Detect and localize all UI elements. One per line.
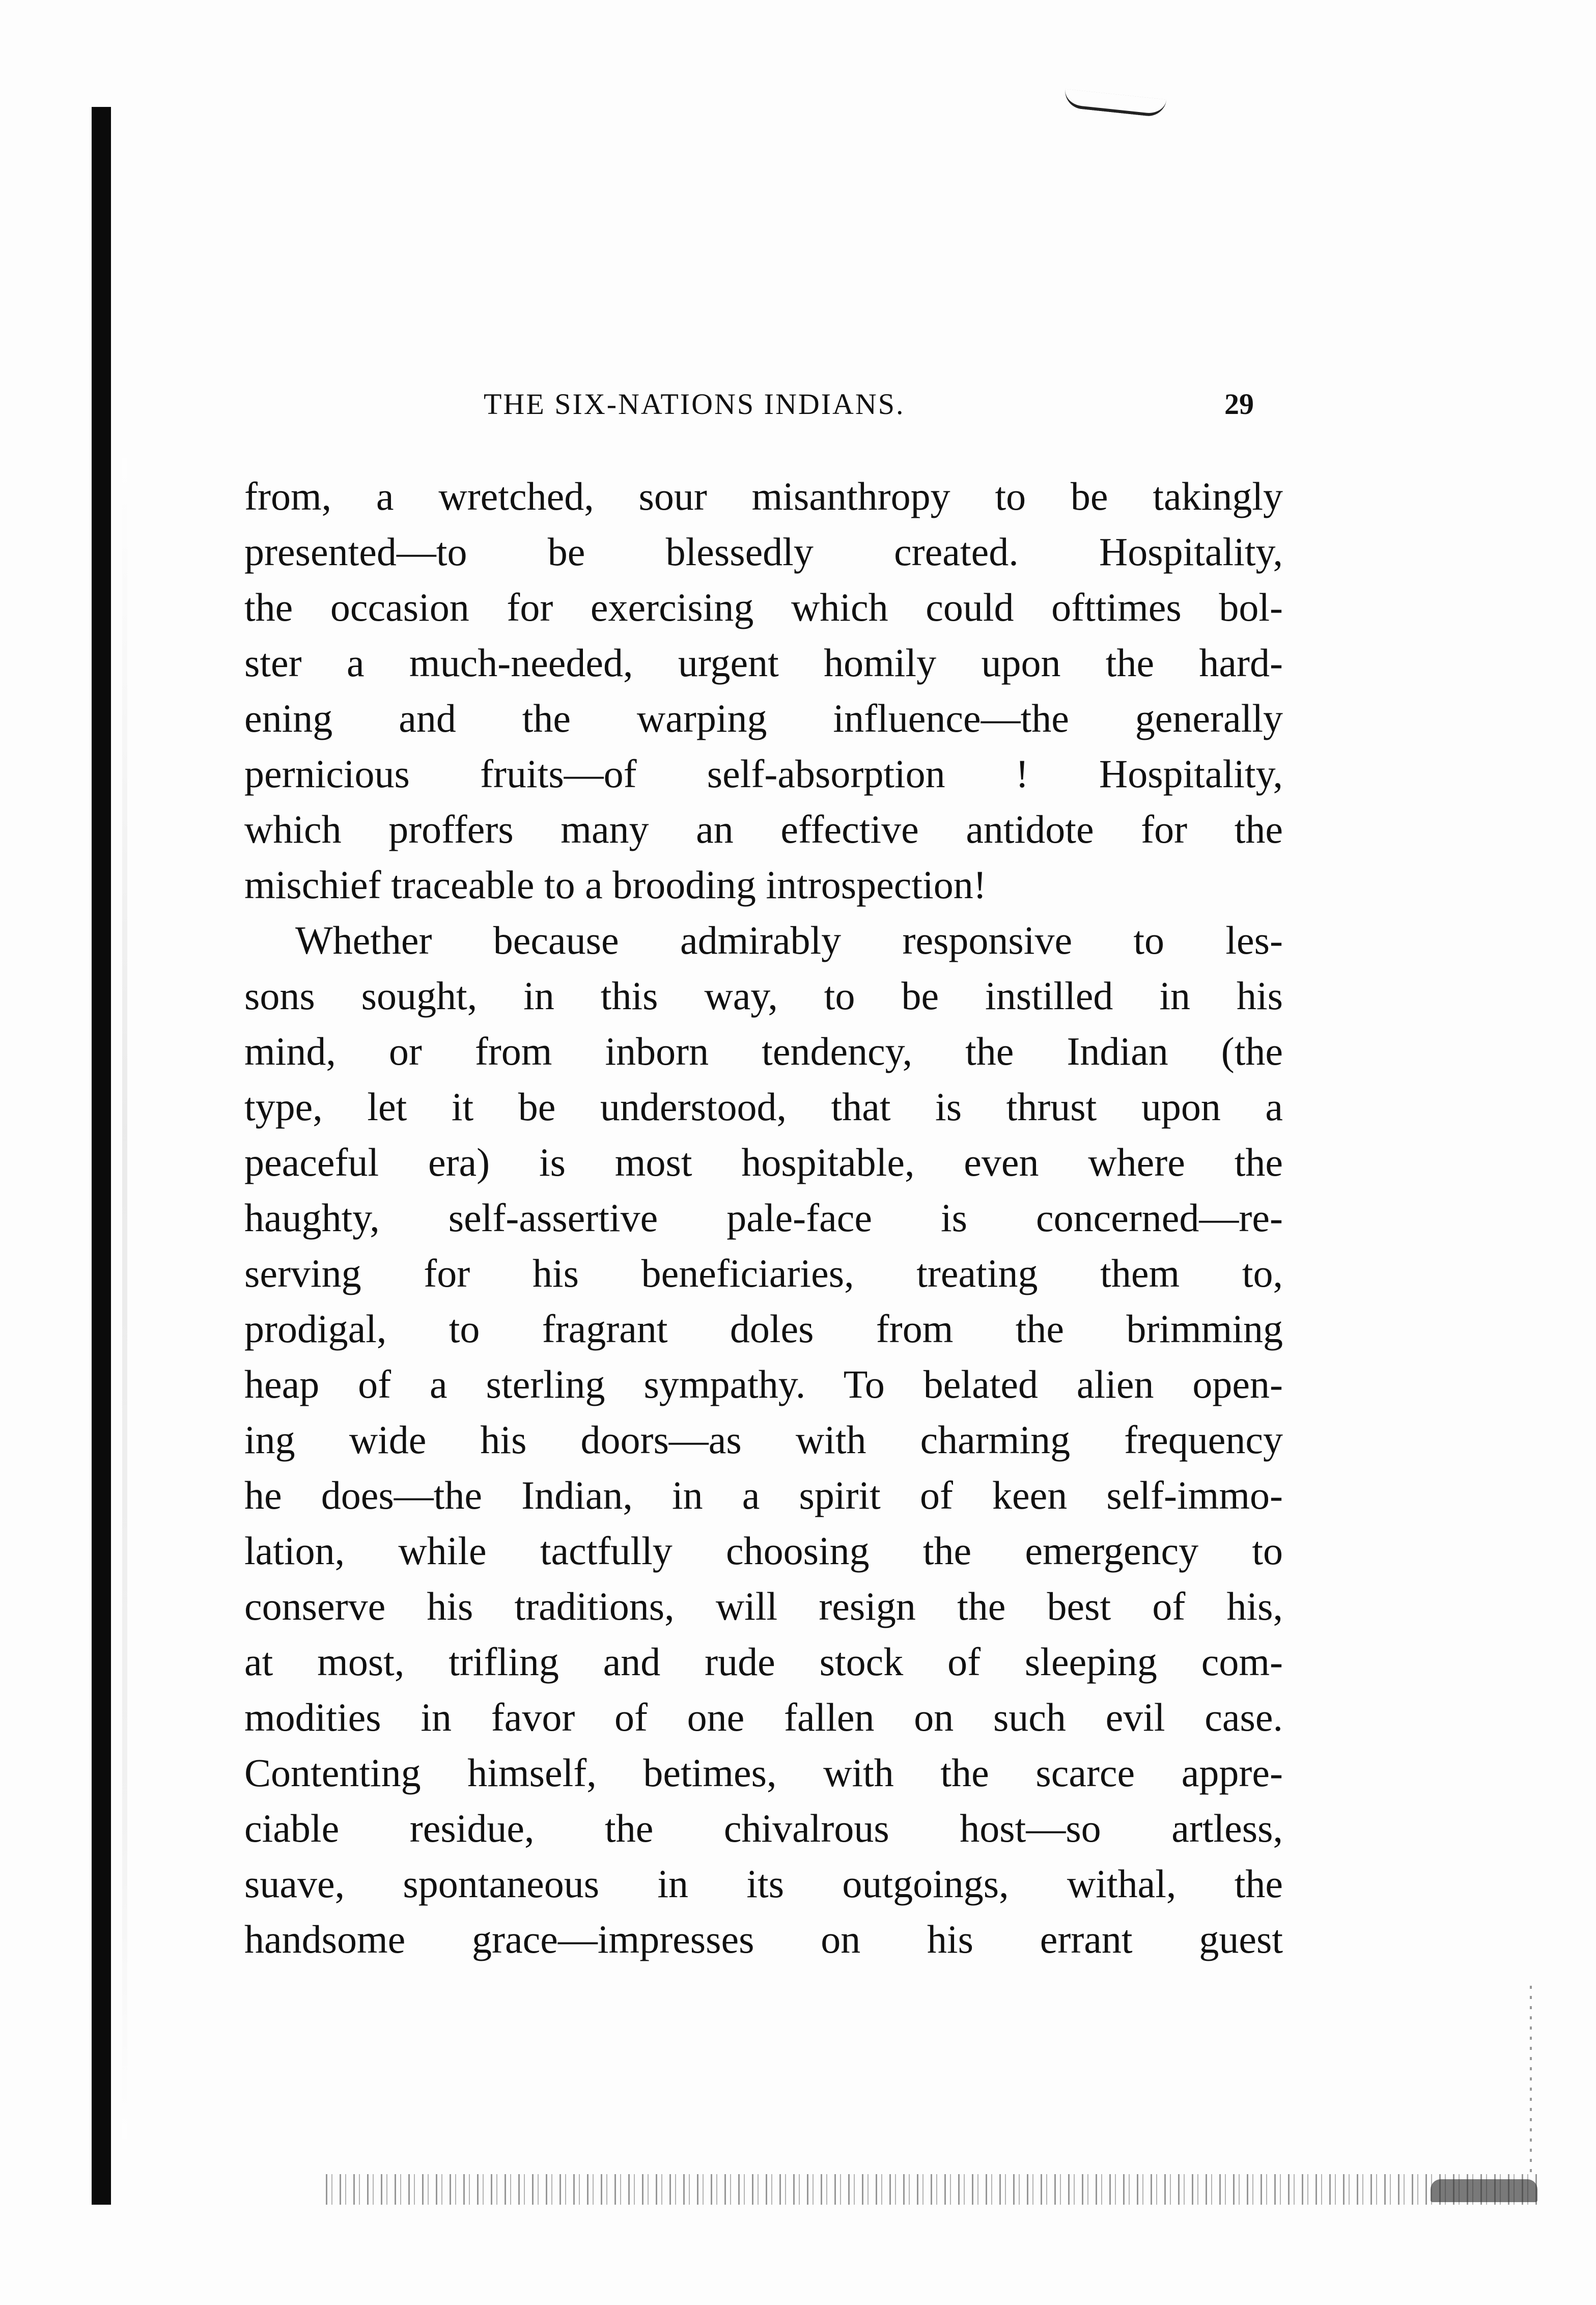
text-line: he does—the Indian, in a spirit of keen self-immo-: [244, 1473, 1283, 1517]
text-line: heap of a sterling sympathy. To belated alien open-: [244, 1362, 1283, 1406]
text-line: mind, or from inborn tendency, the Indian (the: [244, 1029, 1283, 1073]
binding-edge: [92, 107, 111, 2205]
text-line: at most, trifling and rude stock of sleeping com-: [244, 1640, 1283, 1684]
text-line: type, let it be understood, that is thrust upon a: [244, 1085, 1283, 1129]
text-line: presented—to be blessedly created. Hospitality,: [244, 530, 1283, 574]
right-edge-marks: [1530, 1986, 1532, 2179]
text-line: modities in favor of one fallen on such evil case.: [244, 1695, 1283, 1739]
text-line: ening and the warping influence—the generally: [244, 696, 1283, 740]
bottom-edge-noise: [326, 2174, 1537, 2205]
body-text: [244, 468, 1283, 1967]
page-number: 29: [1224, 387, 1254, 421]
text-line: prodigal, to fragrant doles from the brimming: [244, 1307, 1283, 1351]
text-line: Contenting himself, betimes, with the scarce appre-: [244, 1751, 1283, 1795]
text-line: haughty, self-assertive pale-face is concerned—re-: [244, 1196, 1283, 1240]
binding-shadow: [122, 458, 127, 2139]
scan-mark: [1063, 89, 1167, 118]
text-line: suave, spontaneous in its outgoings, withal, the: [244, 1862, 1283, 1906]
text-line: the occasion for exercising which could ofttimes bol-: [244, 585, 1283, 629]
text-line: sons sought, in this way, to be instilled in his: [244, 974, 1283, 1018]
text-line: ing wide his doors—as with charming frequency: [244, 1418, 1283, 1462]
text-line: Whether because admirably responsive to les-: [295, 918, 1283, 962]
text-line: which proffers many an effective antidote for the: [244, 807, 1283, 851]
text-line: mischief traceable to a brooding introspection!: [244, 863, 987, 907]
text-line: lation, while tactfully choosing the emergency to: [244, 1529, 1283, 1573]
text-line: ster a much-needed, urgent homily upon the hard-: [244, 641, 1283, 685]
text-line: handsome grace—impresses on his errant guest: [244, 1917, 1283, 1961]
bottom-edge-blot: [1431, 2179, 1537, 2202]
text-line: peaceful era) is most hospitable, even where the: [244, 1140, 1283, 1184]
text-line: from, a wretched, sour misanthropy to be takingly: [244, 474, 1283, 518]
text-line: conserve his traditions, will resign the best of his,: [244, 1584, 1283, 1628]
running-head: THE SIX-NATIONS INDIANS.: [484, 387, 905, 421]
text-line: ciable residue, the chivalrous host—so artless,: [244, 1806, 1283, 1850]
text-line: serving for his beneficiaries, treating them to,: [244, 1251, 1283, 1295]
text-line: pernicious fruits—of self-absorption ! Hospitality,: [244, 752, 1283, 796]
